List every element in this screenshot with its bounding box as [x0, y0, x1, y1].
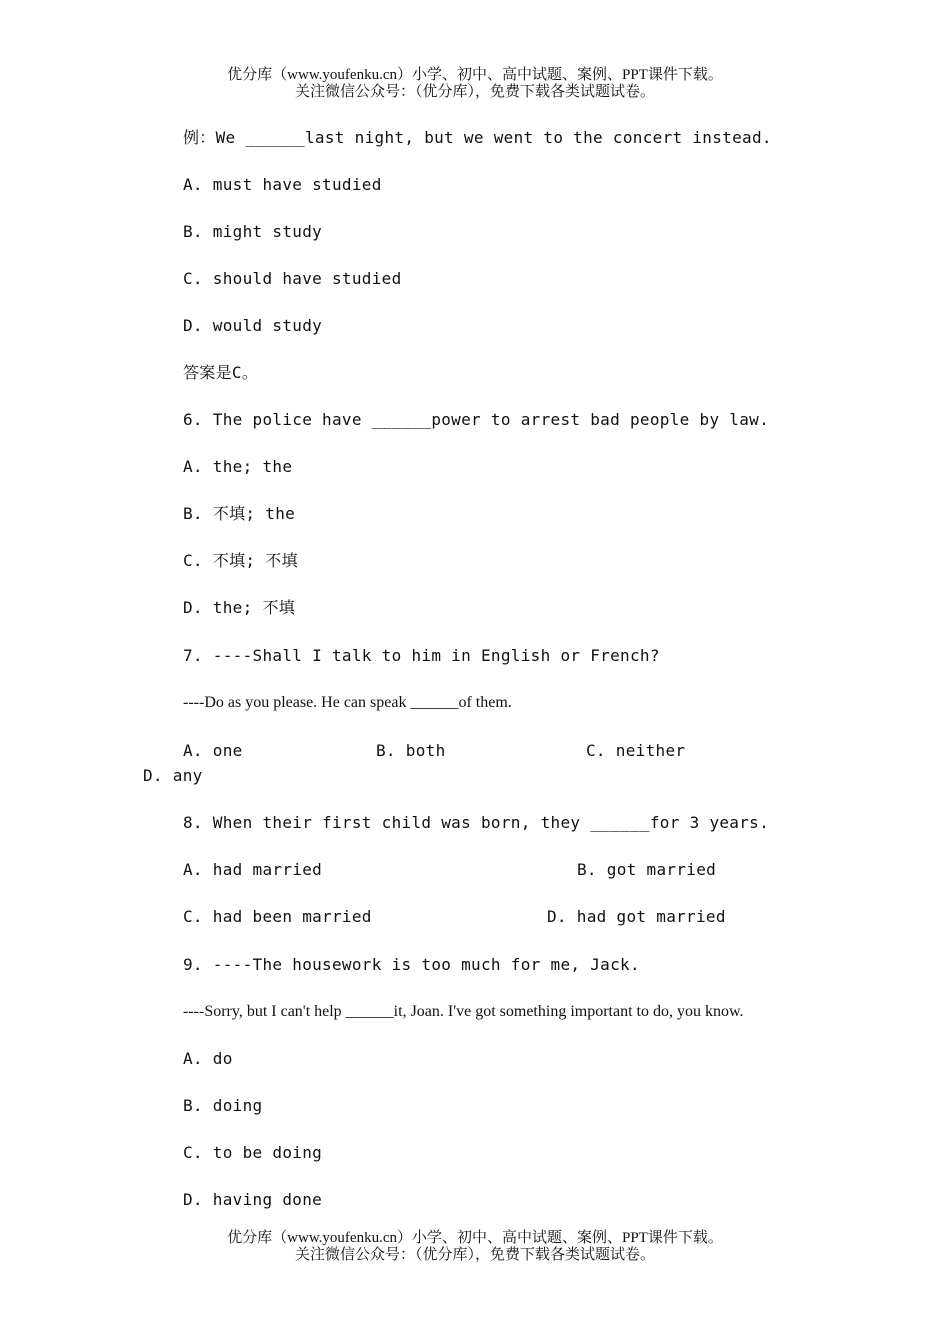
- example-option-b: B. might study: [183, 222, 323, 241]
- footer-line-1: 优分库（www.youfenku.cn）小学、初中、高中试题、案例、PPT课件下载。: [227, 1230, 723, 1246]
- q6-option-a: A. the; the: [183, 457, 293, 476]
- q8-option-a: A. had married: [183, 860, 323, 879]
- q7-reply: ----Do as you please. He can speak ______of them.: [183, 694, 512, 711]
- q6-stem: 6. The police have ______power to arrest bad people by law.: [183, 410, 770, 429]
- q7-option-a: A. one: [183, 741, 243, 760]
- q8-option-d: D. had got married: [547, 907, 726, 926]
- q6-option-b: B. 不填; the: [183, 504, 296, 523]
- example-answer: 答案是C。: [183, 363, 259, 382]
- example-stem: 例：We ______last night, but we went to the concert instead.: [183, 128, 772, 147]
- q9-option-d: D. having done: [183, 1190, 323, 1209]
- q6-option-d: D. the; 不填: [183, 598, 296, 617]
- example-option-c: C. should have studied: [183, 269, 402, 288]
- q7-option-b: B. both: [376, 741, 446, 760]
- header-line-1: 优分库（www.youfenku.cn）小学、初中、高中试题、案例、PPT课件下载。: [227, 67, 723, 83]
- q7-option-d: D. any: [143, 766, 203, 785]
- q7-stem: 7. ----Shall I talk to him in English or French?: [183, 646, 660, 665]
- q9-reply: ----Sorry, but I can't help ______it, Joan. I've got something important to do, you know.: [183, 1003, 744, 1020]
- q6-option-c: C. 不填; 不填: [183, 551, 298, 570]
- q9-option-c: C. to be doing: [183, 1143, 323, 1162]
- q8-option-b: B. got married: [577, 860, 717, 879]
- example-option-d: D. would study: [183, 316, 323, 335]
- header-line-2: 关注微信公众号：（优分库），免费下载各类试题试卷。: [294, 84, 655, 100]
- example-option-a: A. must have studied: [183, 175, 382, 194]
- q9-stem: 9. ----The housework is too much for me, Jack.: [183, 955, 640, 974]
- q9-option-a: A. do: [183, 1049, 233, 1068]
- page-footer: [0, 1230, 950, 1264]
- footer-line-2: 关注微信公众号：（优分库），免费下载各类试题试卷。: [294, 1247, 655, 1263]
- page-header: [0, 67, 950, 101]
- q8-stem: 8. When their first child was born, they ______for 3 years.: [183, 813, 770, 832]
- q9-option-b: B. doing: [183, 1096, 263, 1115]
- q7-option-c: C. neither: [586, 741, 686, 760]
- q8-option-c: C. had been married: [183, 907, 372, 926]
